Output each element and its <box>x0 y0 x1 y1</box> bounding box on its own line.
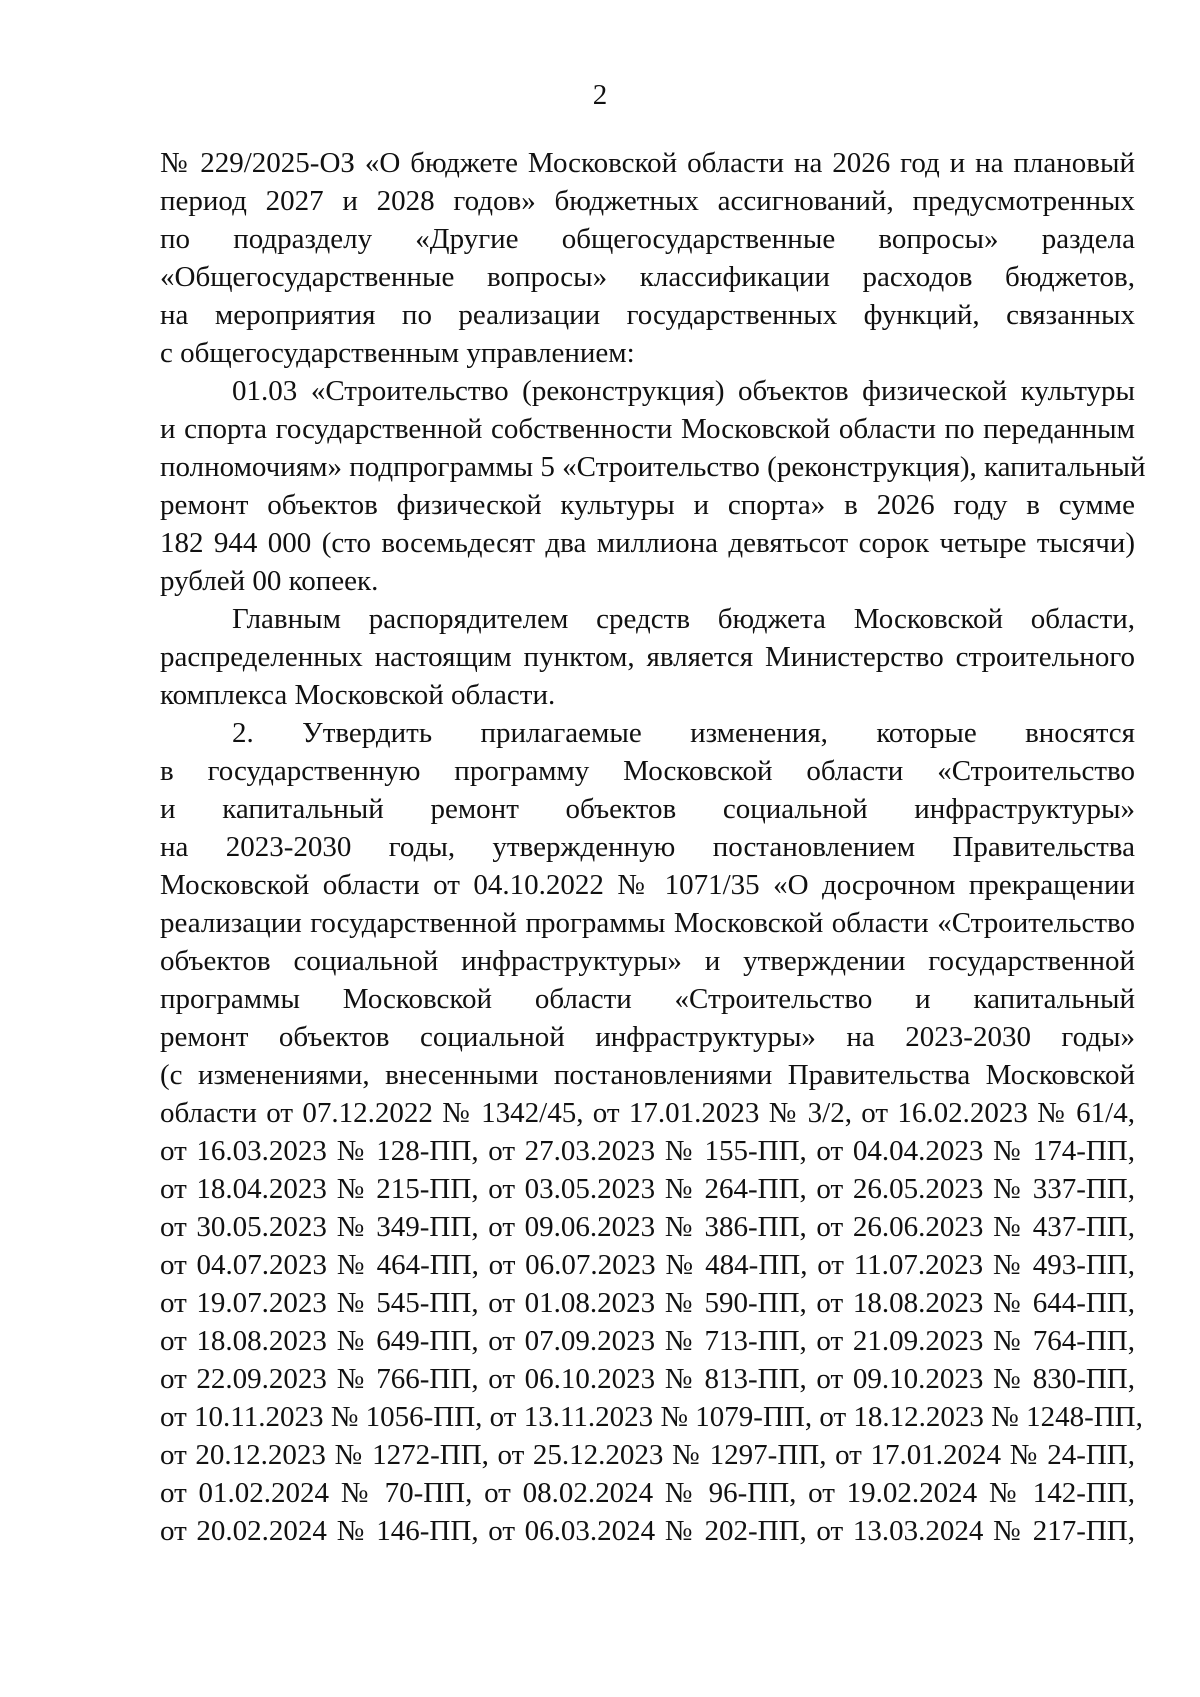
text-line: 01.03 «Строительство (реконструкция) объектов физической культуры <box>232 375 1135 407</box>
text-line: по подразделу «Другие общегосударственные вопросы» раздела <box>160 223 1135 255</box>
text-line: области от 07.12.2022 № 1342/45, от 17.01.2023 № 3/2, от 16.02.2023 № 61/4, <box>160 1097 1135 1129</box>
text-line: от 30.05.2023 № 349-ПП, от 09.06.2023 № 386-ПП, от 26.06.2023 № 437-ПП, <box>160 1211 1135 1243</box>
text-line: «Общегосударственные вопросы» классификации расходов бюджетов, <box>160 261 1135 293</box>
text-line: распределенных настоящим пунктом, является Министерство строительного <box>160 641 1135 673</box>
text-line: ремонт объектов физической культуры и спорта» в 2026 году в сумме <box>160 489 1135 521</box>
text-line: в государственную программу Московской области «Строительство <box>160 755 1135 787</box>
text-line: с общегосударственным управлением: <box>160 337 635 369</box>
text-line: Главным распорядителем средств бюджета Московской области, <box>232 603 1135 635</box>
text-line: от 19.07.2023 № 545-ПП, от 01.08.2023 № 590-ПП, от 18.08.2023 № 644-ПП, <box>160 1287 1135 1319</box>
text-line: программы Московской области «Строительство и капитальный <box>160 983 1135 1015</box>
text-line: от 01.02.2024 № 70-ПП, от 08.02.2024 № 96-ПП, от 19.02.2024 № 142-ПП, <box>160 1477 1135 1509</box>
text-line: Московской области от 04.10.2022 № 1071/35 «О досрочном прекращении <box>160 869 1135 901</box>
text-line: на 2023-2030 годы, утвержденную постановлением Правительства <box>160 831 1135 863</box>
text-line: и капитальный ремонт объектов социальной инфраструктуры» <box>160 793 1135 825</box>
text-line: от 10.11.2023 № 1056-ПП, от 13.11.2023 № 1079-ПП, от 18.12.2023 № 1248-ПП, <box>160 1401 1143 1433</box>
text-line: от 16.03.2023 № 128-ПП, от 27.03.2023 № 155-ПП, от 04.04.2023 № 174-ПП, <box>160 1135 1135 1167</box>
text-line: от 22.09.2023 № 766-ПП, от 06.10.2023 № 813-ПП, от 09.10.2023 № 830-ПП, <box>160 1363 1135 1395</box>
text-line: период 2027 и 2028 годов» бюджетных ассигнований, предусмотренных <box>160 185 1135 217</box>
text-line: рублей 00 копеек. <box>160 565 379 597</box>
text-line: ремонт объектов социальной инфраструктуры» на 2023-2030 годы» <box>160 1021 1135 1053</box>
text-line: от 18.04.2023 № 215-ПП, от 03.05.2023 № 264-ПП, от 26.05.2023 № 337-ПП, <box>160 1173 1135 1205</box>
text-line: № 229/2025-ОЗ «О бюджете Московской области на 2026 год и на плановый <box>160 147 1135 179</box>
document-body <box>160 144 1146 1550</box>
text-line: реализации государственной программы Московской области «Строительство <box>160 907 1135 939</box>
text-line: от 04.07.2023 № 464-ПП, от 06.07.2023 № 484-ПП, от 11.07.2023 № 493-ПП, <box>160 1249 1135 1281</box>
text-line: 2. Утвердить прилагаемые изменения, которые вносятся <box>232 717 1135 749</box>
text-line: комплекса Московской области. <box>160 679 556 711</box>
text-line: от 20.12.2023 № 1272-ПП, от 25.12.2023 № 1297-ПП, от 17.01.2024 № 24-ПП, <box>160 1439 1135 1471</box>
text-line: (с изменениями, внесенными постановлениями Правительства Московской <box>160 1059 1135 1091</box>
text-line: 182 944 000 (сто восемьдесят два миллиона девятьсот сорок четыре тысячи) <box>160 527 1135 559</box>
page-number: 2 <box>592 79 608 111</box>
text-line: на мероприятия по реализации государственных функций, связанных <box>160 299 1135 331</box>
text-line: полномочиям» подпрограммы 5 «Строительство (реконструкция), капитальный <box>160 451 1146 483</box>
text-line: от 18.08.2023 № 649-ПП, от 07.09.2023 № 713-ПП, от 21.09.2023 № 764-ПП, <box>160 1325 1135 1357</box>
text-line: и спорта государственной собственности Московской области по переданным <box>160 413 1135 445</box>
text-line: от 20.02.2024 № 146-ПП, от 06.03.2024 № 202-ПП, от 13.03.2024 № 217-ПП, <box>160 1515 1135 1547</box>
text-line: объектов социальной инфраструктуры» и утверждении государственной <box>160 945 1135 977</box>
